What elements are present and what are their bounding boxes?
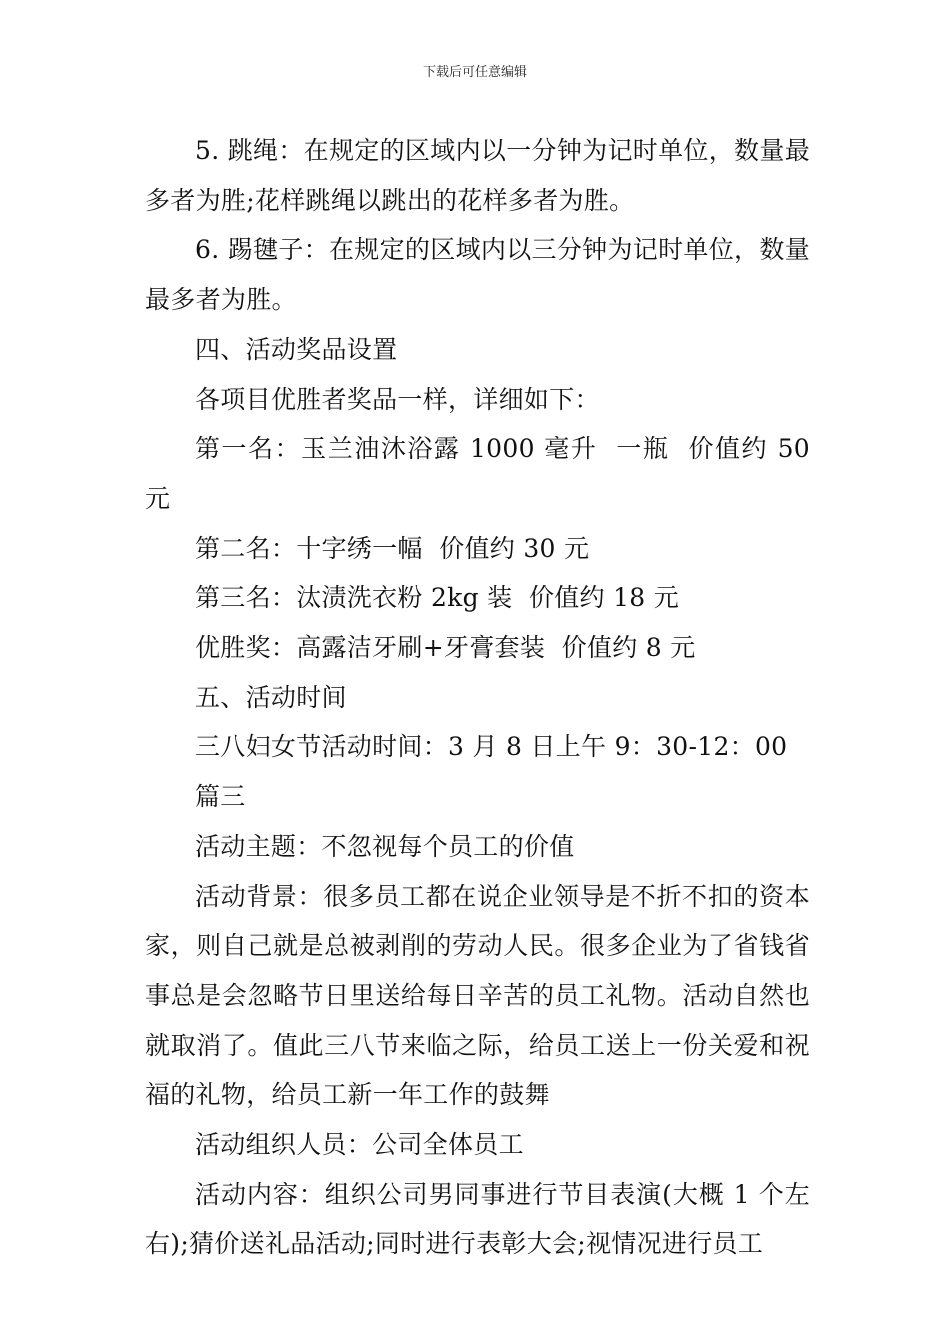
paragraph-organizers: 活动组织人员：公司全体员工	[195, 1130, 524, 1160]
paragraph-jump-rope: 5. 跳绳：在规定的区域内以一分钟为记时单位，数量最多者为胜;花样跳绳以跳出的花样多者为胜。	[145, 136, 810, 215]
prize-merit: 优胜奖：高露洁牙刷+牙膏套装 价值约 8 元	[195, 633, 696, 663]
paragraph-content: 活动内容：组织公司男同事进行节目表演(大概 1 个左右);猜价送礼品活动;同时进行表彰大会;视情况进行员工	[145, 1179, 810, 1259]
section-heading-time: 五、活动时间	[195, 682, 347, 712]
prize-third: 第三名：汰渍洗衣粉 2kg 装 价值约 18 元	[195, 583, 680, 613]
prize-first: 第一名：玉兰油沐浴露 1000 毫升 一瓶 价值约 50 元	[145, 434, 819, 513]
page-header: 下载后可任意编辑	[422, 65, 527, 80]
section-heading-prizes: 四、活动奖品设置	[195, 334, 398, 364]
paragraph-background: 活动背景：很多员工都在说企业领导是不折不扣的资本家，则自己就是总被剥削的劳动人民。很多企业为了省钱省事总是会忽略节日里送给每日辛苦的员工礼物。活动自然也就取消了。值此三八节来临之际，给员工送上一份关爱和祝福的礼物，给员工新一年工作的鼓舞	[145, 881, 810, 1110]
paragraph-shuttlecock: 6. 踢毽子：在规定的区域内以三分钟为记时单位，数量最多者为胜。	[145, 235, 810, 315]
paragraph-event-time: 三八妇女节活动时间：3 月 8 日上午 9：30-12：00	[195, 732, 788, 762]
chapter-heading: 篇三	[195, 782, 246, 812]
prize-second: 第二名：十字绣一幅 价值约 30 元	[195, 533, 590, 563]
document-body	[145, 126, 819, 1269]
paragraph-theme: 活动主题：不忽视每个员工的价值	[195, 831, 575, 861]
paragraph-prizes-intro: 各项目优胜者奖品一样，详细如下：	[195, 384, 600, 414]
